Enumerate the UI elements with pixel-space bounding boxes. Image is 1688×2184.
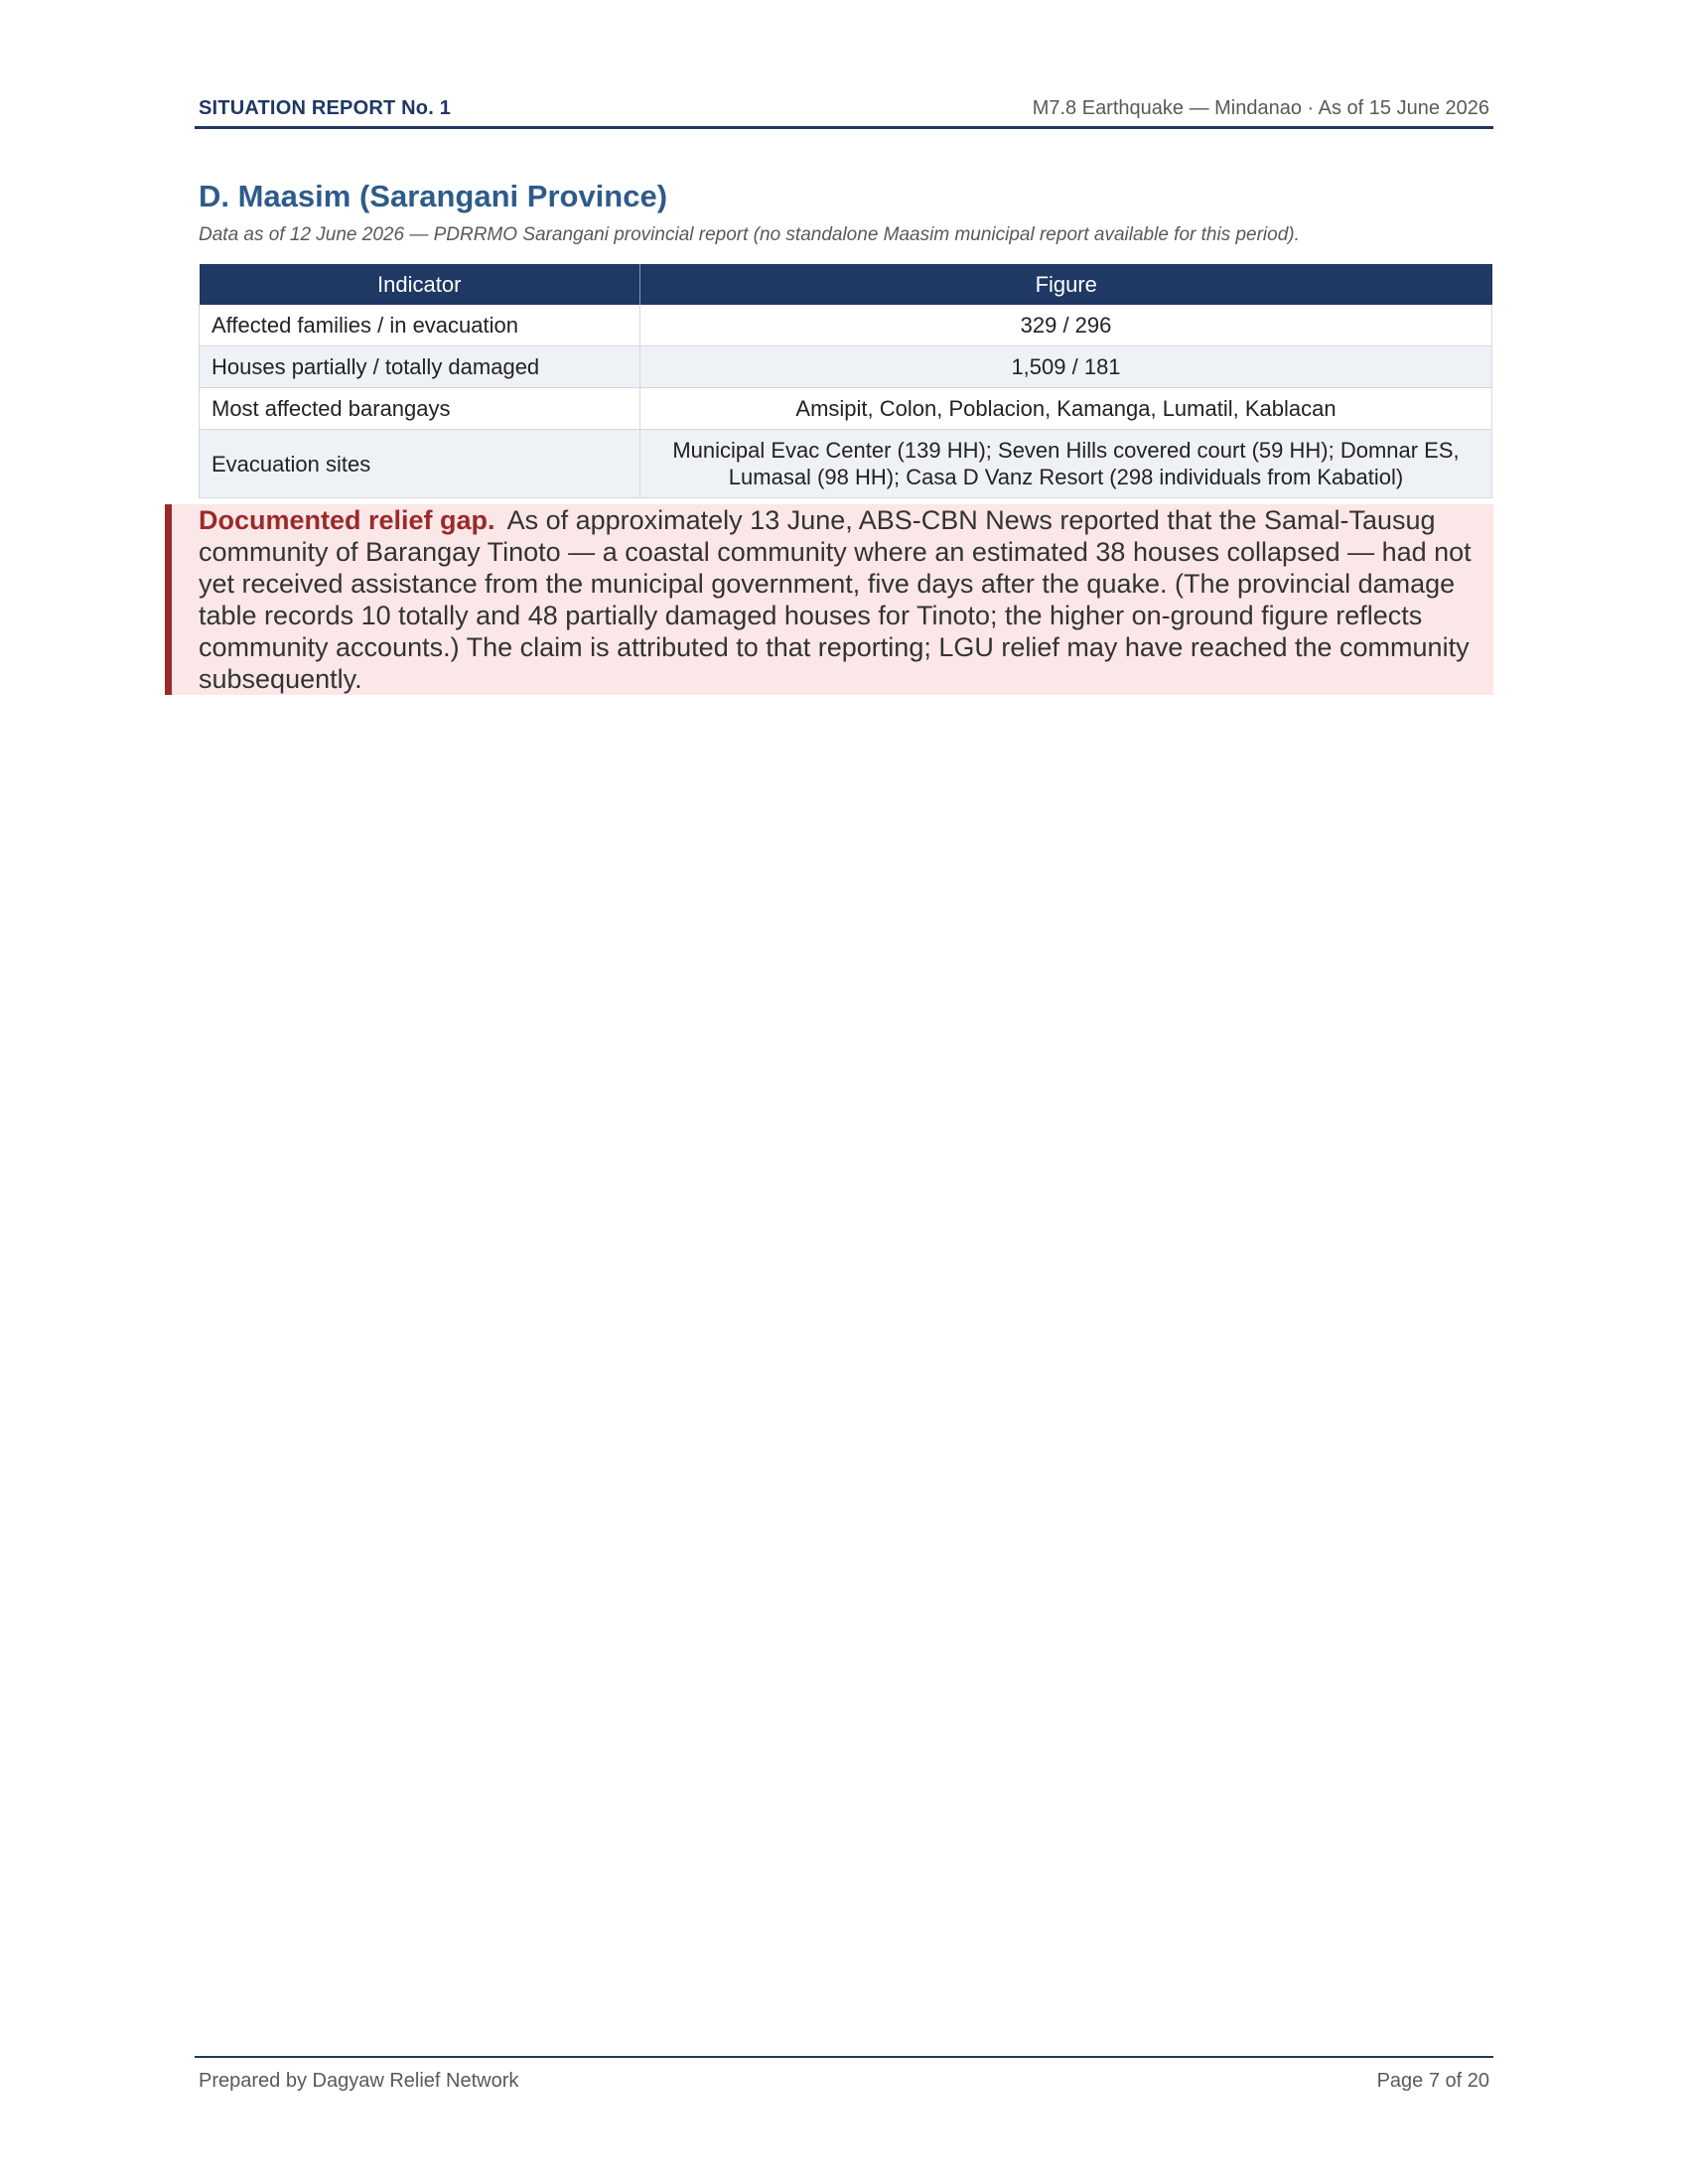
- relief-gap-callout: [165, 504, 1493, 695]
- indicator-cell: Houses partially / totally damaged: [200, 346, 640, 388]
- indicator-table: [199, 264, 1492, 498]
- table-row: [200, 346, 1492, 388]
- report-context: M7.8 Earthquake — Mindanao · As of 15 June 2026: [1032, 97, 1489, 119]
- column-header-figure: Figure: [640, 264, 1492, 305]
- column-header-indicator: Indicator: [200, 264, 640, 305]
- page-number: Page 7 of 20: [1376, 2070, 1489, 2092]
- section-heading: D. Maasim (Sarangani Province): [199, 179, 668, 213]
- callout-text: [199, 504, 1485, 695]
- indicator-cell: Most affected barangays: [200, 388, 640, 430]
- prepared-by: Prepared by Dagyaw Relief Network: [199, 2070, 519, 2092]
- callout-lead: Documented relief gap.: [199, 505, 495, 535]
- callout-body: As of approximately 13 June, ABS-CBN News reported that the Samal-Tausug community of Barangay Tinoto — a coastal community where an estimated 38 houses collapsed — had not yet received assistance from the municipal government, five days after the quake. (The provincial damage table records 10 totally and 48 partially damaged houses for Tinoto; the higher on-ground figure reflects community accounts.) The claim is attributed to that reporting; LGU relief may have reached the community subsequently.: [199, 505, 1472, 694]
- table-row: [200, 388, 1492, 430]
- indicator-cell: Evacuation sites: [200, 430, 640, 498]
- table-row: [200, 430, 1492, 498]
- figure-cell: Amsipit, Colon, Poblacion, Kamanga, Lumatil, Kablacan: [640, 388, 1492, 430]
- report-title: SITUATION REPORT No. 1: [199, 97, 452, 119]
- table-row: [200, 305, 1492, 346]
- figure-cell: Municipal Evac Center (139 HH); Seven Hills covered court (59 HH); Domnar ES, Lumasal (98 HH); Casa D Vanz Resort (298 individuals from Kabatiol): [640, 430, 1492, 498]
- callout-accent-bar: [165, 504, 172, 695]
- page-header: [195, 95, 1493, 129]
- table-header-row: [200, 264, 1492, 305]
- figure-cell: 329 / 296: [640, 305, 1492, 346]
- page-footer: [195, 2056, 1493, 2096]
- section-source-note: Data as of 12 June 2026 — PDRRMO Sarangani provincial report (no standalone Maasim municipal report available for this period).: [199, 224, 1300, 245]
- figure-cell: 1,509 / 181: [640, 346, 1492, 388]
- indicator-cell: Affected families / in evacuation: [200, 305, 640, 346]
